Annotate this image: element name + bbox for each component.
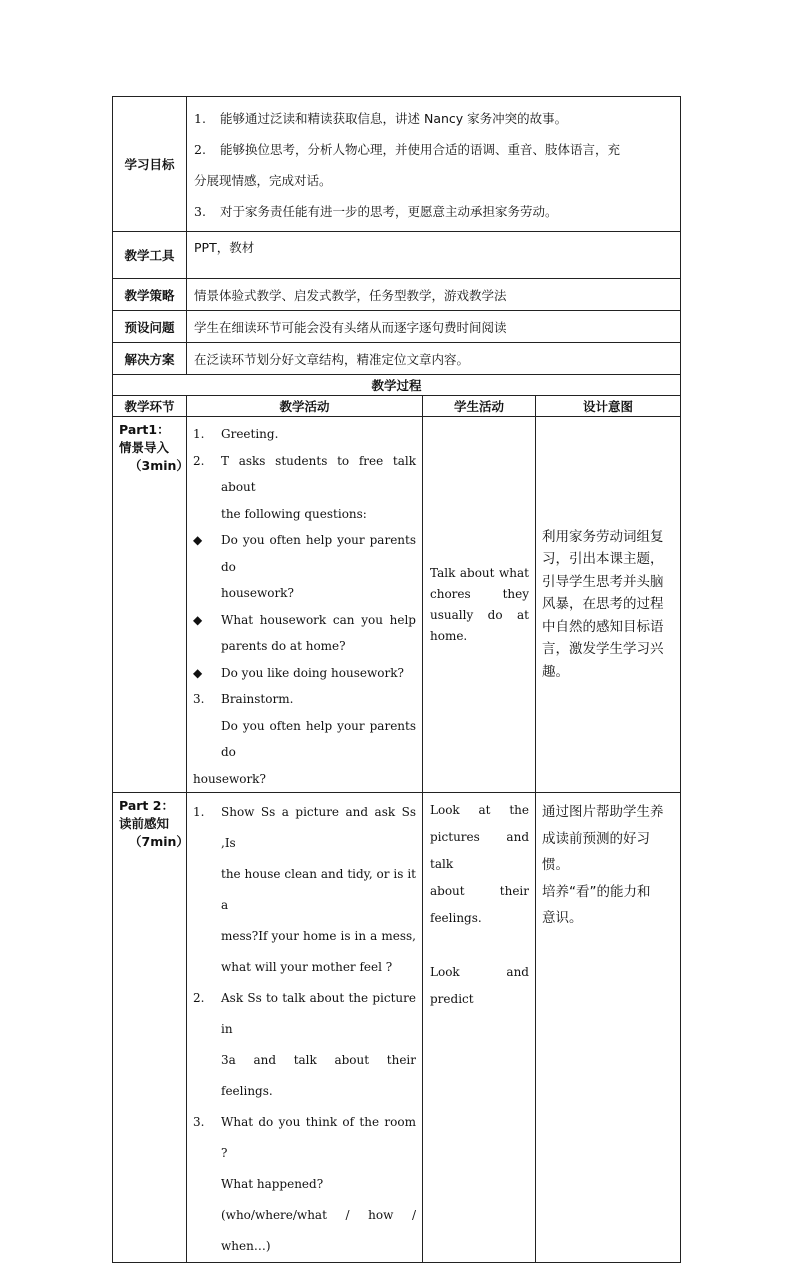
list-item-cont: what will your mother feel ? [221,960,393,974]
solution-row [113,343,681,375]
process-title-row [113,375,681,396]
list-item: ◆ What housework can you help [193,607,416,634]
list-item-cont: parents do at home? [221,639,346,653]
solution-label: 解决方案 [113,343,187,375]
part2-time: （7min） [129,834,189,849]
header-stage: 教学环节 [113,396,187,417]
list-item: 3. What do you think of the room ? [193,1115,416,1160]
part1-student-activity: Talk about what chores they usually do at home. [423,417,536,793]
goals-row [113,97,681,232]
list-item: 1. Show Ss a picture and ask Ss ,Is [193,805,416,850]
part2-name: Part 2： [119,798,174,813]
list-item-cont: housework? [221,586,294,600]
tools-label: 教学工具 [113,232,187,279]
diamond-bullet-icon: ◆ [193,533,203,547]
goal-item-3: 3. 对于家务责任能有进一步的思考，更愿意主动承担家务劳动。 [194,204,558,219]
list-item-cont: Do you often help your parents do [221,718,416,759]
header-student-activity: 学生活动 [423,396,536,417]
header-design-intent: 设计意图 [536,396,681,417]
goal-item-1: 1. 能够通过泛读和精读获取信息，讲述 Nancy 家务冲突的故事。 [194,111,568,126]
diamond-bullet-icon: ◆ [193,665,203,680]
diamond-bullet-icon: ◆ [193,612,203,627]
list-item: ◆ Do you like doing housework? [193,660,416,687]
part1-design-intent: 利用家务劳动词组复 习，引出本课主题， 引导学生思考并头脑 风暴，在思考的过程 中自然的感知目标语 言，激发学生学习兴 趣。 [536,417,681,793]
part2-activities [187,793,423,1263]
list-item: ◆ Do you often help your parents do [193,527,416,580]
goals-list [187,97,680,231]
tools-row [113,232,681,279]
goal-item-2: 2. 能够换位思考，分析人物心理，并使用合适的语调、重音、肢体语言，充 [194,142,621,157]
part2-student-activity: Look at the pictures and talk about their feelings. Look and predict [423,793,536,1263]
goals-label: 学习目标 [113,97,187,232]
list-item: 2. T asks students to free talk about [193,453,416,494]
part1-title: 情景导入 [119,440,170,455]
part2-row [113,793,681,1263]
strategy-row [113,279,681,311]
list-item-cont: What happened? [221,1177,324,1191]
problem-value: 学生在细读环节可能会没有头绪从而逐字逐句费时间阅读 [187,311,681,343]
part1-label [113,417,187,793]
goal-item-2-cont: 分展现情感，完成对话。 [194,173,332,188]
list-item: 2. Ask Ss to talk about the picture in [193,991,416,1036]
list-item-cont: the house clean and tidy, or is it a [221,867,416,912]
part2-design-intent: 通过图片帮助学生养 成读前预测的好习惯。 培养“看”的能力和 意识。 [536,793,681,1263]
tools-value: PPT，教材 [187,232,681,279]
list-item-cont: (who/where/what / how / when…) [221,1208,416,1253]
list-item-cont: 3a and talk about their feelings. [221,1053,416,1098]
process-title: 教学过程 [113,375,681,396]
strategy-label: 教学策略 [113,279,187,311]
problem-row [113,311,681,343]
part1-time: （3min） [129,458,189,473]
part2-title: 读前感知 [119,816,170,831]
header-teacher-activity: 教学活动 [187,396,423,417]
goals-content [187,97,681,232]
list-item-cont: the following questions: [221,506,367,521]
part1-activities [187,417,423,793]
solution-value: 在泛读环节划分好文章结构，精准定位文章内容。 [187,343,681,375]
list-item: 1. Greeting. [193,427,279,441]
problem-label: 预设问题 [113,311,187,343]
list-item: 3. Brainstorm. [193,692,294,706]
strategy-value: 情景体验式教学、启发式教学，任务型教学，游戏教学法 [187,279,681,311]
part1-row [113,417,681,793]
list-item-cont: mess?If your home is in a mess, [221,929,416,943]
lesson-plan-table [112,96,681,1263]
header-row [113,396,681,417]
part2-label [113,793,187,1263]
part1-name: Part1： [119,422,170,437]
list-item-cont: housework? [193,771,266,786]
